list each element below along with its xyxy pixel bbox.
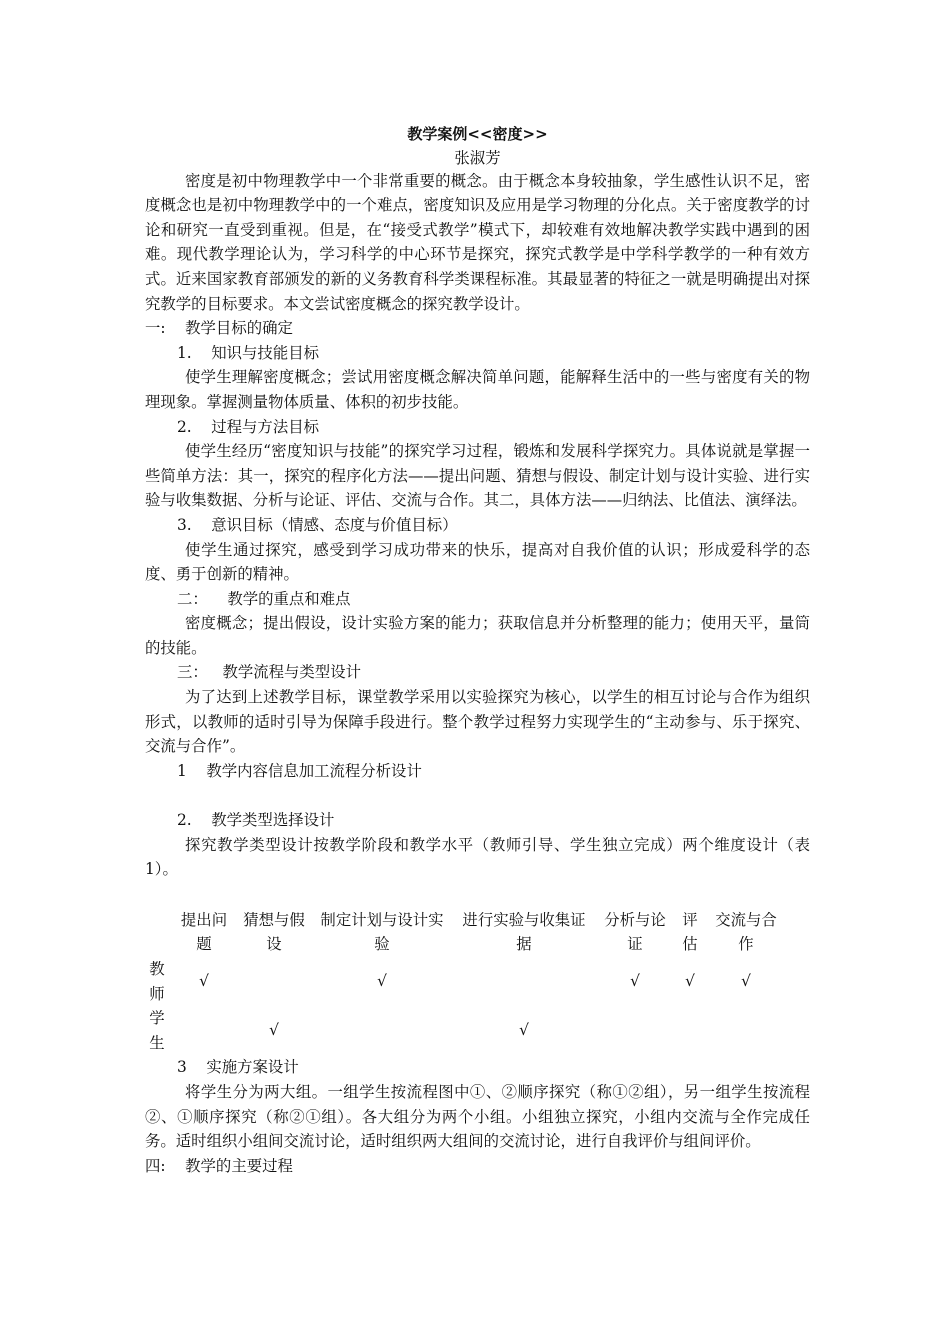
table-header-cell: 交流与合 作 bbox=[715, 910, 777, 954]
table-cell: √ bbox=[630, 972, 640, 991]
table-header-row bbox=[143, 908, 787, 957]
doc-title: 教学案例<<密度>> bbox=[407, 125, 548, 143]
section-2-heading: 二： 教学的重点和难点 bbox=[177, 589, 351, 608]
section-1-1-body: 使学生理解密度概念；尝试用密度概念解决简单问题，能解释生活中的一些与密度有关的物理现象。掌握测量物体质量、体积的初步技能。 bbox=[145, 368, 810, 411]
table-header-cell: 分析与论 证 bbox=[604, 910, 666, 954]
table-cell bbox=[171, 1006, 237, 1055]
intro-paragraph: 密度是初中物理教学中一个非常重要的概念。由于概念本身较抽象，学生感性认识不足，密度概念也是初中物理教学中的一个难点，密度知识及应用是学习物理的分化点。关于密度教学的讨论和研究一直受到重视。但是，在“接受式教学”模式下，却较难有效地解决教学实践中遇到的困难。现代教学理论认为，学习科学的中心环节是探究，探究式教学是中学科学教学的一种有效方式。近来国家教育部颁发的新的义务教育科学类课程标准。其最显著的特征之一就是明确提出对探究教学的目标要求。本文尝试密度概念的探究教学设计。 bbox=[145, 171, 810, 313]
table-cell bbox=[595, 1006, 675, 1055]
section-1-heading: 一: 教学目标的确定 bbox=[145, 319, 293, 338]
section-3-2-body: 探究教学类型设计按教学阶段和教学水平（教师引导、学生独立完成）两个维度设计（表1）。 bbox=[145, 835, 810, 879]
table-cell bbox=[237, 957, 311, 1006]
table-row bbox=[143, 1006, 787, 1055]
table-cell bbox=[705, 1006, 787, 1055]
table-row bbox=[143, 957, 787, 1006]
section-3-2-heading: 2. 教学类型选择设计 bbox=[177, 811, 335, 830]
section-1-2-heading: 2. 过程与方法目标 bbox=[177, 417, 319, 436]
table-row-label: 教 师 bbox=[149, 960, 165, 1003]
section-3-3-body: 将学生分为两大组。一组学生按流程图中①、②顺序探究（称①②组），另一组学生按流程②、①顺序探究（称②①组）。各大组分为两个小组。小组独立探究，小组内交流与全作完成任务。适时组织小组间交流讨论，适时组织两大组间的交流讨论，进行自我评价与组间评价。 bbox=[145, 1082, 810, 1151]
section-1-3-heading: 3. 意识目标（情感、态度与价值目标） bbox=[177, 515, 458, 534]
section-3-3-heading: 3 实施方案设计 bbox=[177, 1058, 299, 1077]
table-corner-cell bbox=[143, 908, 171, 957]
section-3-1-heading: 1 教学内容信息加工流程分析设计 bbox=[177, 761, 422, 780]
section-4-heading: 四: 教学的主要过程 bbox=[145, 1156, 293, 1175]
table-cell: √ bbox=[519, 1021, 529, 1040]
table-header-cell: 猜想与假 设 bbox=[243, 910, 305, 954]
section-1-3-body: 使学生通过探究，感受到学习成功带来的快乐，提高对自我价值的认识；形成爱科学的态度、勇于创新的精神。 bbox=[145, 540, 810, 584]
section-3-body: 为了达到上述教学目标，课堂教学采用以实验探究为核心，以学生的相互讨论与合作为组织形式，以教师的适时引导为保障手段进行。整个教学过程努力实现学生的“主动参与、乐于探究、交流与合作”。 bbox=[145, 688, 810, 756]
table-cell: √ bbox=[685, 972, 695, 991]
teaching-type-table bbox=[143, 908, 787, 1056]
section-1-2-body: 使学生经历“密度知识与技能”的探究学习过程，锻炼和发展科学探究力。具体说就是掌握一些简单方法：其一，探究的程序化方法——提出问题、猜想与假设、制定计划与设计实验、进行实验与收集数据、分析与论证、评估、交流与合作。其二，具体方法——归纳法、比值法、演绎法。 bbox=[145, 442, 810, 510]
table-cell bbox=[675, 1006, 705, 1055]
doc-author: 张淑芳 bbox=[454, 148, 501, 167]
table-header-cell: 进行实验与收集证 据 bbox=[462, 910, 586, 954]
blank-line bbox=[145, 783, 810, 808]
section-2-body: 密度概念；提出假设，设计实验方案的能力；获取信息并分析整理的能力；使用天平，量筒的技能。 bbox=[145, 614, 810, 657]
document-page bbox=[145, 122, 810, 1178]
table-header-cell: 提出问 题 bbox=[180, 910, 228, 954]
table-header-cell: 制定计划与设计实 验 bbox=[320, 910, 444, 954]
table-cell: √ bbox=[741, 972, 751, 991]
table-cell bbox=[311, 1006, 453, 1055]
table-cell: √ bbox=[269, 1021, 279, 1040]
table-cell bbox=[453, 957, 595, 1006]
section-3-heading: 三： 教学流程与类型设计 bbox=[177, 663, 361, 682]
table-cell: √ bbox=[199, 972, 209, 991]
section-1-1-heading: 1. 知识与技能目标 bbox=[177, 343, 319, 362]
table-row-label: 学 生 bbox=[149, 1009, 165, 1052]
table-header-cell: 评 估 bbox=[682, 910, 698, 954]
table-cell: √ bbox=[377, 972, 387, 991]
